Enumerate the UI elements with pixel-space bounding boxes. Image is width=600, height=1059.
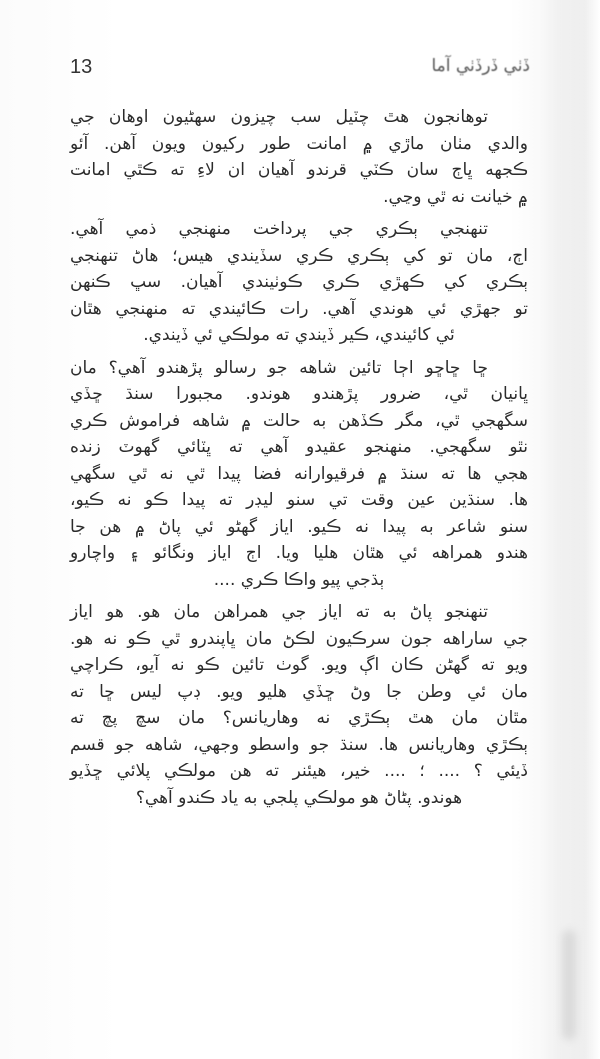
text-line: سگهجي ٿي، مگر ڪڏهن به حالت ۾ شاهه فراموش ڪري: [70, 410, 528, 431]
text-line: هوندو. پڻاڻ هو مولڪي پلجي به ياد ڪندو آهي؟: [135, 787, 463, 808]
paragraph-1: [70, 104, 528, 210]
text-line: تنهنجي ٻڪري جي پرداخت منهنجي ذمي آهي.: [70, 219, 488, 239]
text-line: نٿو سگهجي. منهنجو عقيدو آهي ته ڀٽائي گهوٽ زنده: [70, 437, 528, 457]
page-number: 13: [70, 56, 93, 78]
paragraph-3: [70, 355, 528, 594]
text-line: ڇا ڇاڇو اڄا تائين شاهه جو رسالو پڙهندو آهي؟ مان: [70, 357, 488, 378]
text-line: ٻڪري کي ڪهڙي ڪري ڪوٺيندي آهيان. سڀ ڪنهن: [70, 272, 528, 292]
text-line: ئي کائيندي، ڪير ڏيندي ته مولڪي ئي ڏيندي.: [143, 325, 455, 345]
text-line: هجي ها ته سنڌ ۾ فرقيوارانه فضا پيدا ٿي نه ٿي سگهي: [70, 463, 528, 484]
text-line: توهانجون هٿ چٽيل سب چيزون سهڻيون اوهان جي: [70, 107, 488, 127]
text-line: مان ئي وطن جا وڻ ڇڏي هليو ويو. ڊپ ليس ڇا ته: [70, 681, 528, 702]
page-edge-shadow: [540, 0, 600, 1059]
page-header: [70, 56, 540, 86]
text-line: جي ساراهه جون سرڪيون لڪڻ مان ڀاپندرو ٿي ڪو نه هو.: [70, 628, 528, 649]
text-line: ٻڌجي پيو واڪا ڪري ....: [213, 569, 385, 590]
body-text: [70, 104, 528, 817]
text-line: مٿان مان هٿ ٻڪڙي نه وهاريانس؟ مان سچ پچ ته: [70, 708, 528, 728]
paragraph-2: [70, 216, 528, 349]
text-line: هندو همراهه ئي هٿان هليا ويا. اڄ اياز ونگائو ۽ واچارو: [70, 543, 528, 563]
text-line: ها. سنڌين عين وقت تي سنو ليڊر ته پيدا ڪو نه ڪيو،: [70, 490, 528, 510]
text-line: اڄ، مان تو کي ٻڪري ڪري سڏيندي هيس؛ هاڻ تنهنجي: [70, 245, 528, 266]
text-line: والدي مٺان ماڙي ۾ امانت طور رکيون ويون آهن. آئو: [70, 133, 528, 154]
text-line: ڪجهه ڀاڄ سان ڪٽي قرندو آهيان ان لاءِ ته ڪٿي امانت: [70, 160, 528, 180]
paragraph-4: [70, 599, 528, 811]
text-line: ويو ته گهڻن ڪان اڳ ويو. گوٺ تائين ڪو نه آيو، ڪراچي: [70, 655, 528, 675]
text-line: ٻڪڙي وهاريانس ها. سنڌ جو واسطو وجهي، شاهه جو قسم: [70, 734, 528, 755]
text-line: تو جهڙي ئي هوندي آهي. رات ڪائيندي ته منهنجي هٿان: [70, 298, 528, 319]
text-line: ڏيئي ؟ .... ؛ .... خير، هيئنر ته هن مولڪي پلائي ڇڏيو: [70, 761, 528, 781]
text-line: ڀانيان ٿي، ضرور پڙهندو هوندو. مجبورا سنڌ ڇڏي: [70, 384, 528, 404]
text-line: تنهنجو پاڻ به ته اياز جي همراهن مان هو. هو اياز: [70, 602, 488, 622]
running-title: ڏٺي ڏرڏٺي آما: [431, 56, 530, 76]
text-line: ۾ خيانت نه ٿي وڃي.: [383, 186, 528, 207]
text-line: سنو شاعر به پيدا نه ڪيو. اياز گهڻو ئي پاڻ ۾ هن جا: [70, 516, 528, 537]
scan-smudge: [562, 930, 576, 1040]
